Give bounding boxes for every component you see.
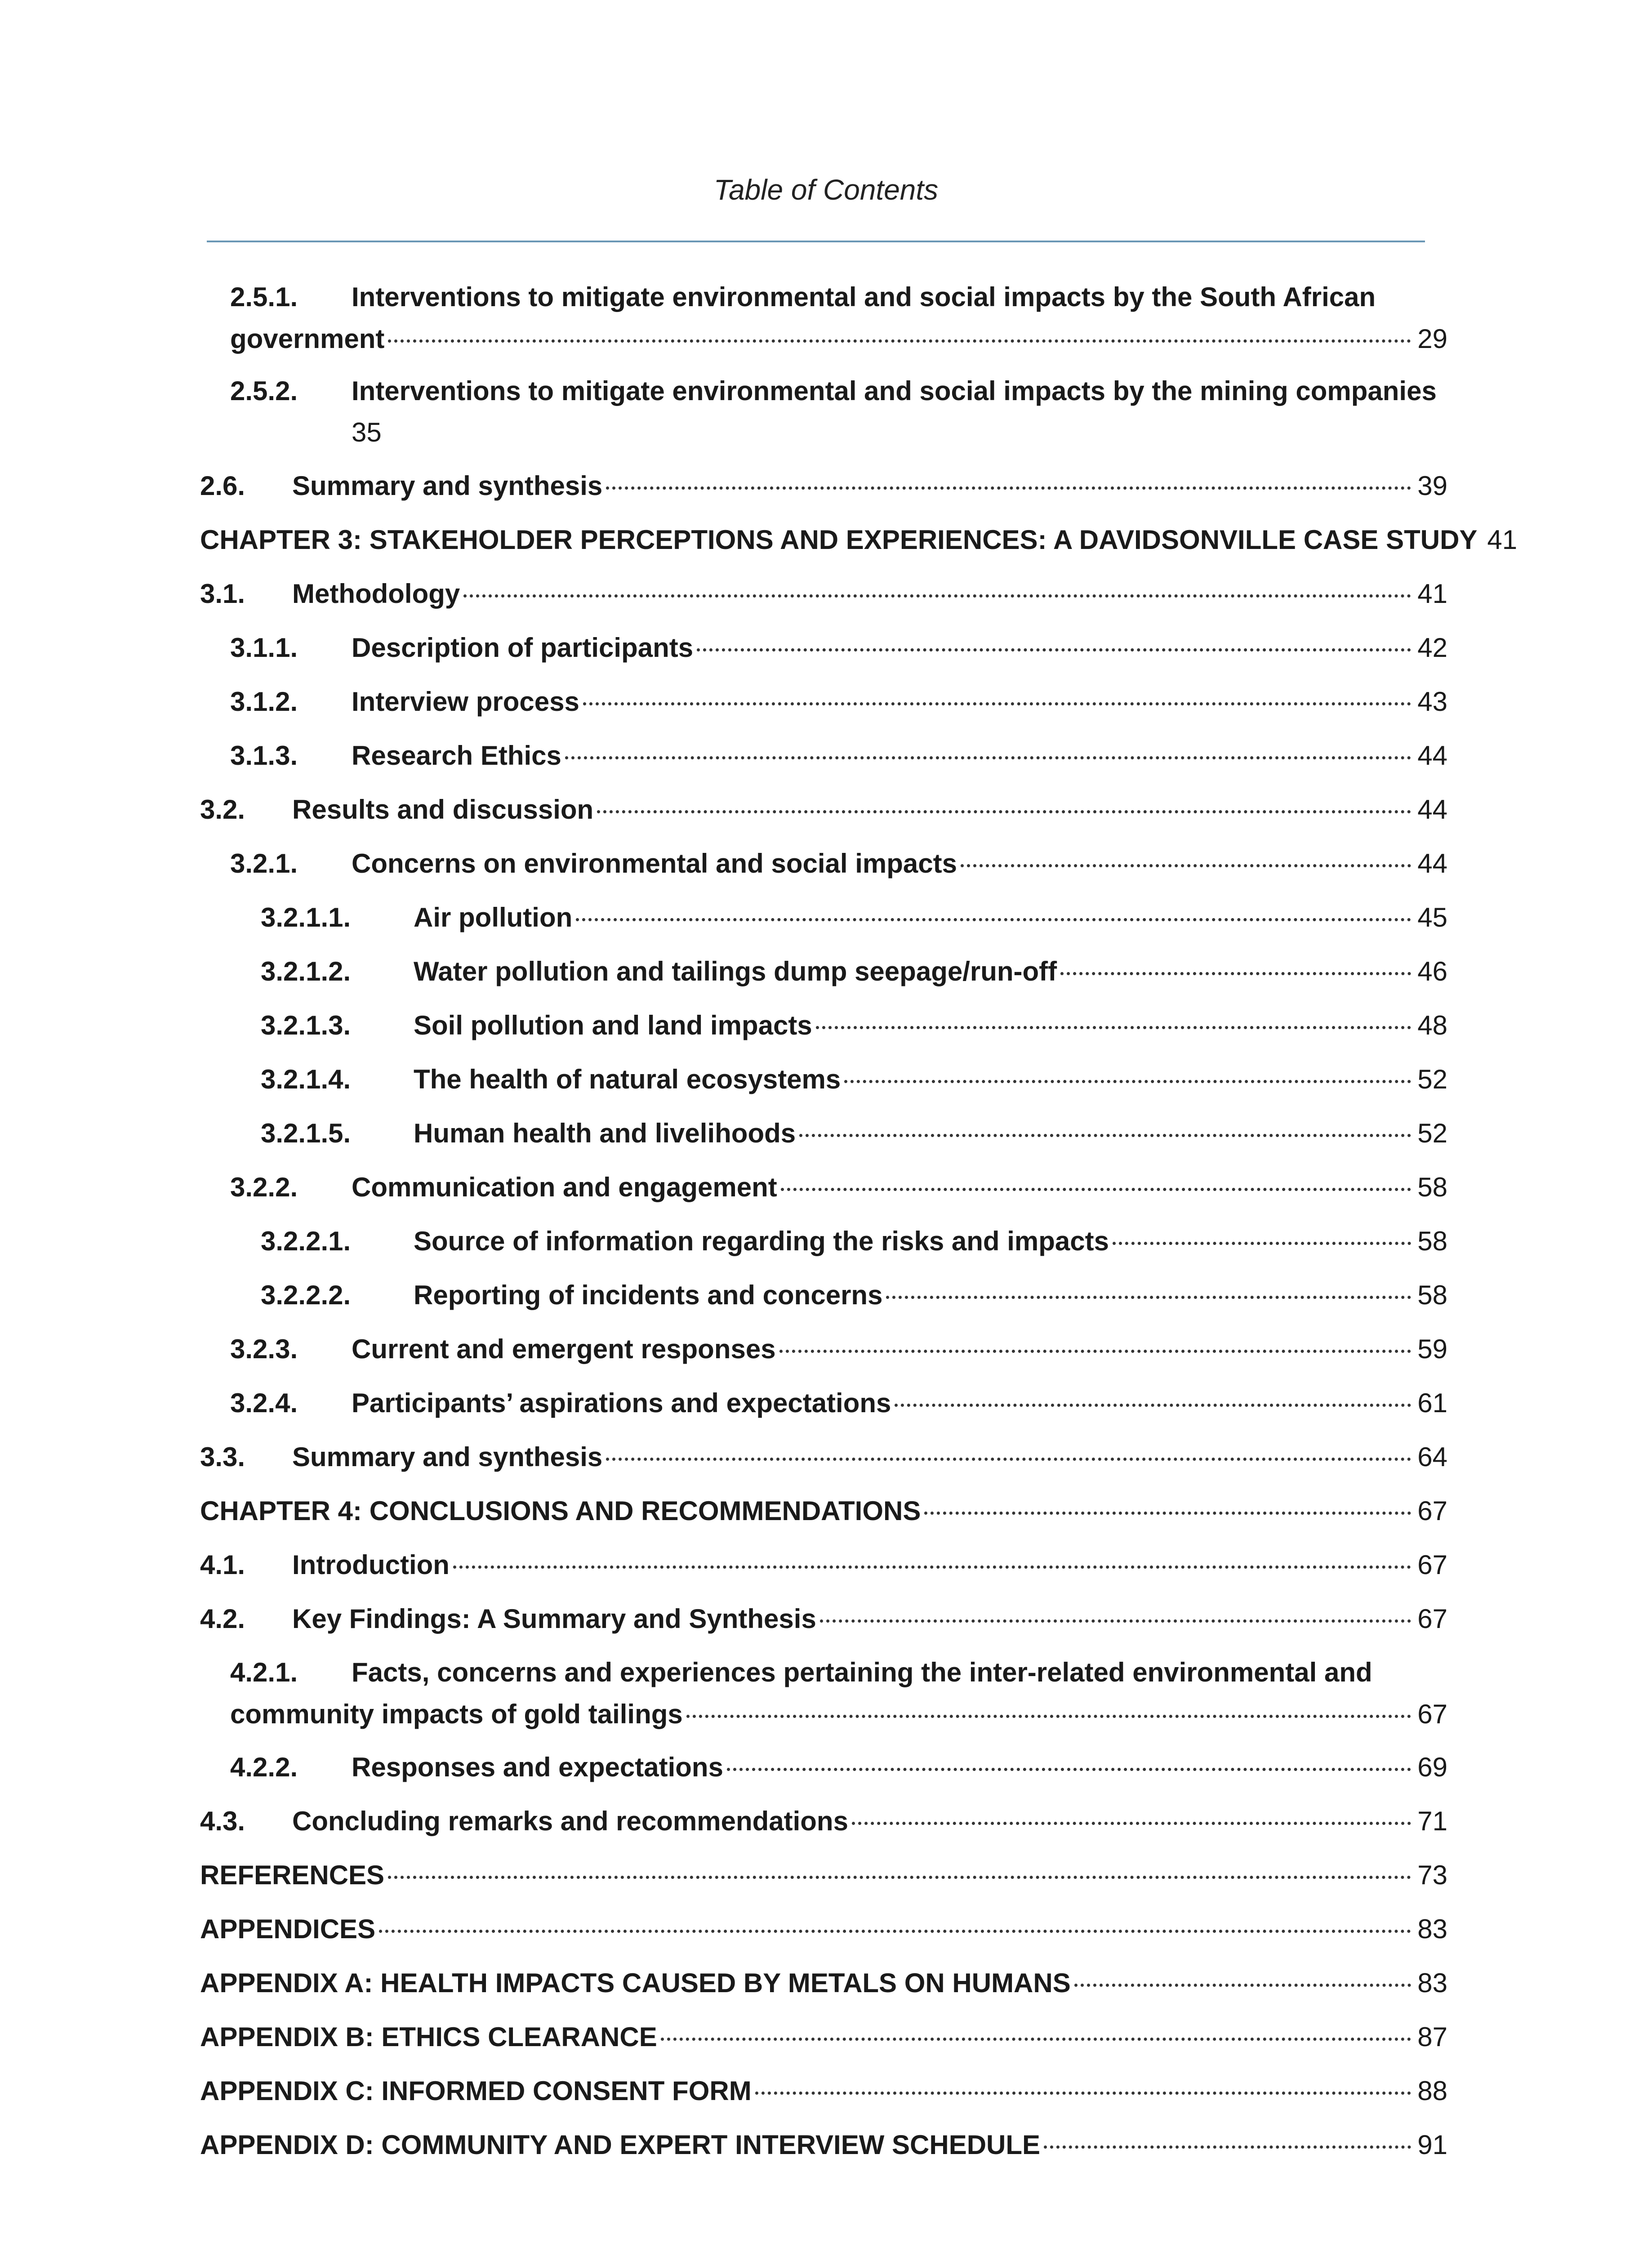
- toc-entry-appendix-d[interactable]: [200, 2124, 1447, 2166]
- dot-leader: [727, 1741, 1411, 1771]
- toc-entry-page: 44: [1417, 848, 1447, 879]
- toc-entry-page: 45: [1417, 902, 1447, 932]
- toc-entry-title: Water pollution and tailings dump seepage/run-off: [414, 956, 1057, 986]
- dot-leader: [379, 1903, 1411, 1933]
- toc-entry-3-2-1-4[interactable]: [261, 1058, 1447, 1100]
- toc-entry-title: Soil pollution and land impacts: [414, 1010, 812, 1040]
- dot-leader: [661, 2011, 1412, 2041]
- dot-leader: [961, 837, 1411, 867]
- toc-entry-title: Facts, concerns and experiences pertaining the inter-related environmental and: [352, 1657, 1372, 1687]
- toc-entry-appendix-c[interactable]: [200, 2070, 1447, 2112]
- page-header-title: Table of Contents: [713, 174, 939, 206]
- dot-leader: [844, 1053, 1411, 1083]
- dot-leader: [1044, 2119, 1411, 2149]
- dot-leader: [606, 459, 1411, 490]
- toc-entry-title: Description of participants: [352, 633, 694, 663]
- toc-entry-number: 4.2.2.: [230, 1752, 298, 1782]
- dot-leader: [924, 1485, 1411, 1515]
- toc-entry-page: 46: [1417, 956, 1447, 986]
- toc-entry-chapter-4[interactable]: [200, 1490, 1447, 1532]
- toc-entry-page: 58: [1417, 1172, 1447, 1202]
- toc-entry-title-continued: government: [230, 324, 385, 354]
- toc-entry-page: 58: [1417, 1226, 1447, 1256]
- toc-entry-page: 44: [1417, 794, 1447, 825]
- toc-entry-4-3[interactable]: [200, 1800, 1447, 1842]
- toc-entry-3-2-4[interactable]: [230, 1382, 1447, 1424]
- toc-entry-title: Human health and livelihoods: [414, 1118, 796, 1148]
- toc-entry-4-2-2[interactable]: [230, 1746, 1447, 1788]
- toc-entry-title: APPENDIX B: ETHICS CLEARANCE: [200, 2022, 657, 2052]
- toc-entry-4-1[interactable]: [200, 1544, 1447, 1586]
- toc-entry-page: 41: [1487, 525, 1518, 555]
- toc-entry-title: Introduction: [292, 1550, 450, 1580]
- toc-entry-page: 64: [1417, 1442, 1447, 1472]
- toc-entry-number: 4.1.: [200, 1550, 245, 1580]
- toc-entry-3-2-2-2[interactable]: [261, 1274, 1447, 1316]
- toc-entry-number: 3.1.3.: [230, 740, 298, 771]
- toc-entry-3-2-2-1[interactable]: [261, 1220, 1447, 1262]
- toc-entry-number: 3.2.2.1.: [261, 1226, 351, 1256]
- toc-entry-3-2[interactable]: [200, 789, 1447, 830]
- toc-entry-title: Communication and engagement: [352, 1172, 777, 1202]
- toc-entry-title: Results and discussion: [292, 794, 594, 825]
- toc-entry-title: Current and emergent responses: [352, 1334, 776, 1364]
- toc-entry-title-continued: community impacts of gold tailings: [230, 1699, 683, 1729]
- dot-leader: [755, 2065, 1412, 2095]
- toc-entry-chapter-3[interactable]: [200, 519, 1518, 561]
- toc-entry-page: 71: [1417, 1806, 1447, 1836]
- toc-entry-page: 67: [1417, 1699, 1447, 1729]
- toc-entry-title: Research Ethics: [352, 740, 561, 771]
- toc-entry-title: Summary and synthesis: [292, 471, 603, 501]
- toc-entry-2-6[interactable]: [200, 465, 1447, 507]
- toc-entry-page: 87: [1417, 2022, 1447, 2052]
- toc-entry-page: 42: [1417, 633, 1447, 663]
- dot-leader: [565, 729, 1411, 759]
- toc-entry-page: 88: [1417, 2076, 1447, 2106]
- toc-entry-page: 67: [1417, 1496, 1447, 1526]
- dot-leader: [895, 1377, 1411, 1407]
- toc-entry-3-2-3[interactable]: [230, 1328, 1447, 1370]
- toc-entry-references[interactable]: [200, 1854, 1447, 1896]
- toc-entry-title: APPENDICES: [200, 1914, 376, 1944]
- toc-entry-3-1-3[interactable]: [230, 735, 1447, 776]
- toc-entry-title: Methodology: [292, 579, 460, 609]
- toc-entry-number: 2.5.1.: [230, 282, 298, 312]
- toc-entry-number: 3.1.1.: [230, 633, 298, 663]
- toc-entry-page: 52: [1417, 1118, 1447, 1148]
- toc-entry-number: 3.2.4.: [230, 1388, 298, 1418]
- toc-entry-title: REFERENCES: [200, 1860, 385, 1890]
- toc-entry-appendix-a[interactable]: [200, 1962, 1447, 2004]
- toc-entry-number: 3.1.: [200, 579, 245, 609]
- toc-entry-4-2-1[interactable]: [230, 1652, 1447, 1735]
- toc-entry-number: 4.3.: [200, 1806, 245, 1836]
- dot-leader: [1074, 1957, 1412, 1987]
- toc-entry-page: 73: [1417, 1860, 1447, 1890]
- toc-entry-number: 4.2.1.: [230, 1657, 298, 1687]
- dot-leader: [686, 1688, 1411, 1718]
- toc-entry-3-3[interactable]: [200, 1436, 1447, 1478]
- toc-entry-3-1-2[interactable]: [230, 681, 1447, 723]
- dot-leader: [388, 1849, 1411, 1879]
- toc-entry-3-2-1-3[interactable]: [261, 1004, 1447, 1046]
- toc-entry-number: 3.2.1.1.: [261, 902, 351, 932]
- toc-entry-appendices[interactable]: [200, 1908, 1447, 1950]
- dot-leader: [597, 783, 1411, 813]
- dot-leader: [820, 1592, 1411, 1623]
- toc-entry-page: 29: [1417, 324, 1447, 354]
- toc-entry-number: 3.2.: [200, 794, 245, 825]
- toc-entry-3-2-1-1[interactable]: [261, 897, 1447, 938]
- dot-leader: [453, 1539, 1411, 1569]
- toc-entry-title: Concluding remarks and recommendations: [292, 1806, 848, 1836]
- toc-entry-title: Interventions to mitigate environmental and social impacts by the South African: [352, 282, 1376, 312]
- toc-entry-number: 2.6.: [200, 471, 245, 501]
- toc-entry-number: 3.2.2.: [230, 1172, 298, 1202]
- toc-entry-title: APPENDIX C: INFORMED CONSENT FORM: [200, 2076, 752, 2106]
- toc-entry-4-2[interactable]: [200, 1598, 1447, 1640]
- toc-entry-2-5-2[interactable]: [230, 370, 1447, 453]
- toc-entry-page: 44: [1417, 740, 1447, 771]
- toc-entry-3-2-1-2[interactable]: [261, 950, 1447, 992]
- toc-entry-appendix-b[interactable]: [200, 2016, 1447, 2058]
- toc-entry-title: Interview process: [352, 687, 579, 717]
- toc-entry-title: Reporting of incidents and concerns: [414, 1280, 883, 1310]
- dot-leader: [816, 999, 1412, 1029]
- toc-entry-title: Interventions to mitigate environmental and social impacts by the mining companies: [352, 376, 1437, 406]
- dot-leader: [1113, 1215, 1411, 1245]
- toc-entry-title: Air pollution: [414, 902, 573, 932]
- toc-entry-page: 48: [1417, 1010, 1447, 1040]
- toc-entry-page: 59: [1417, 1334, 1447, 1364]
- toc-entry-page: 58: [1417, 1280, 1447, 1310]
- toc-entry-3-2-1[interactable]: [230, 843, 1447, 884]
- toc-entry-title: CHAPTER 3: STAKEHOLDER PERCEPTIONS AND EXPERIENCES: A DAVIDSONVILLE CASE STUDY: [200, 525, 1478, 555]
- dot-leader: [886, 1269, 1411, 1299]
- toc-entry-number: 3.2.2.2.: [261, 1280, 351, 1310]
- toc-entry-number: 4.2.: [200, 1604, 245, 1634]
- toc-entry-3-1[interactable]: [200, 573, 1447, 615]
- toc-entry-number: 3.2.1.: [230, 848, 298, 879]
- toc-entry-3-2-1-5[interactable]: [261, 1112, 1447, 1154]
- toc-entry-title: CHAPTER 4: CONCLUSIONS AND RECOMMENDATIONS: [200, 1496, 921, 1526]
- toc-entry-title: Summary and synthesis: [292, 1442, 603, 1472]
- toc-entry-number: 3.2.1.5.: [261, 1118, 351, 1148]
- dot-leader: [799, 1107, 1411, 1137]
- toc-entry-page: 67: [1417, 1550, 1447, 1580]
- toc-entry-3-2-2[interactable]: [230, 1166, 1447, 1208]
- toc-entry-page: 43: [1417, 687, 1447, 717]
- toc-entry-title: Participants’ aspirations and expectations: [352, 1388, 891, 1418]
- toc-entry-page: 83: [1417, 1968, 1447, 1998]
- dot-leader: [781, 1161, 1411, 1191]
- toc-entry-title: Source of information regarding the risks and impacts: [414, 1226, 1109, 1256]
- toc-entry-page: 35: [352, 417, 382, 447]
- dot-leader: [852, 1795, 1411, 1825]
- dot-leader: [583, 675, 1411, 705]
- toc-entry-title: APPENDIX A: HEALTH IMPACTS CAUSED BY METALS ON HUMANS: [200, 1968, 1071, 1998]
- dot-leader: [606, 1431, 1411, 1461]
- dot-leader: [697, 621, 1411, 651]
- toc-entry-3-1-1[interactable]: [230, 627, 1447, 669]
- toc-entry-number: 2.5.2.: [230, 376, 298, 406]
- toc-entry-number: 3.3.: [200, 1442, 245, 1472]
- toc-entry-number: 3.2.1.4.: [261, 1064, 351, 1094]
- toc-entry-2-5-1[interactable]: [230, 277, 1447, 360]
- toc-entry-number: 3.2.3.: [230, 1334, 298, 1364]
- toc-entry-page: 61: [1417, 1388, 1447, 1418]
- toc-entry-page: 41: [1417, 579, 1447, 609]
- toc-entry-title: Concerns on environmental and social impacts: [352, 848, 957, 879]
- toc-entry-page: 67: [1417, 1604, 1447, 1634]
- dot-leader: [1060, 945, 1411, 975]
- toc-entry-title: The health of natural ecosystems: [414, 1064, 841, 1094]
- toc-entry-page: 52: [1417, 1064, 1447, 1094]
- toc-entry-page: 83: [1417, 1914, 1447, 1944]
- dot-leader: [779, 1323, 1412, 1353]
- toc-entry-number: 3.1.2.: [230, 687, 298, 717]
- toc-entry-number: 3.2.1.3.: [261, 1010, 351, 1040]
- toc-entry-title: Key Findings: A Summary and Synthesis: [292, 1604, 816, 1634]
- dot-leader: [576, 891, 1411, 921]
- toc-entry-page: 69: [1417, 1752, 1447, 1782]
- toc-entry-page: 91: [1417, 2130, 1447, 2160]
- toc-entry-number: 3.2.1.2.: [261, 956, 351, 986]
- dot-leader: [388, 312, 1411, 343]
- toc-entry-title: APPENDIX D: COMMUNITY AND EXPERT INTERVIEW SCHEDULE: [200, 2130, 1041, 2160]
- toc-entry-page: 39: [1417, 471, 1447, 501]
- toc-entry-title: Responses and expectations: [352, 1752, 723, 1782]
- dot-leader: [463, 567, 1411, 598]
